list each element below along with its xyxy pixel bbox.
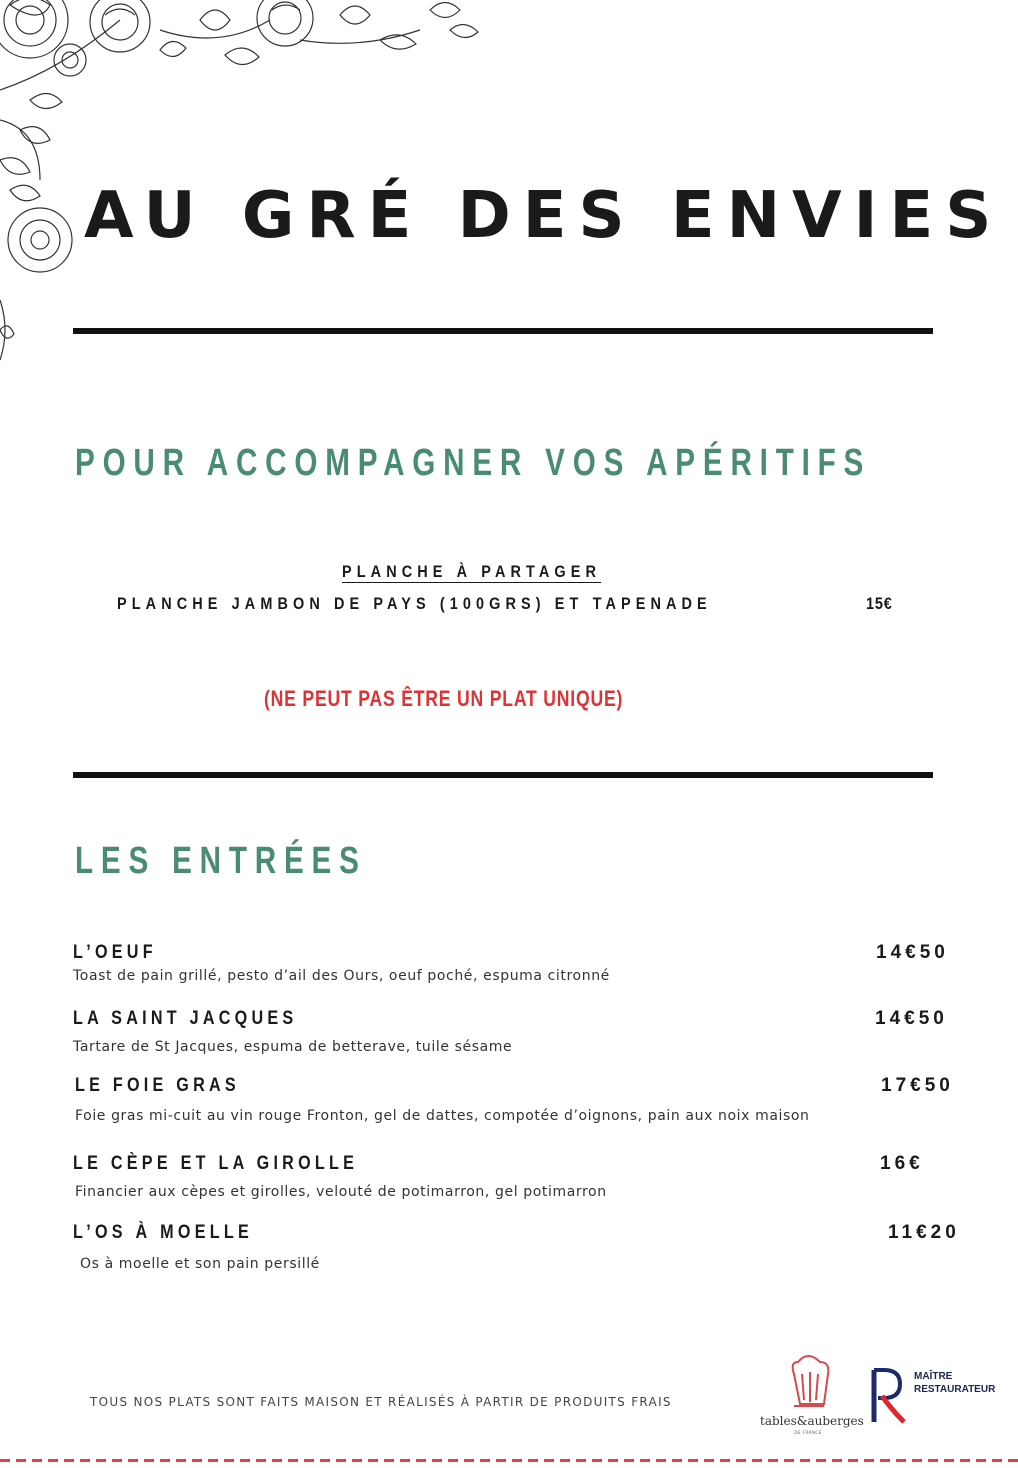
aperitifs-subheading: PLANCHE À PARTAGER	[342, 562, 602, 581]
section-heading-aperitifs: POUR ACCOMPAGNER VOS APÉRITIFS	[75, 442, 872, 484]
menu-item-name: LE CÈPE ET LA GIROLLE	[73, 1153, 359, 1174]
page-title: AU GRÉ DES ENVIES	[84, 179, 1004, 253]
maitre-restaurateur-line2: RESTAURATEUR	[914, 1384, 996, 1395]
menu-item-name: LE FOIE GRAS	[75, 1075, 240, 1096]
aperitifs-item-name: PLANCHE JAMBON DE PAYS (100GRS) ET TAPENADE	[117, 594, 712, 613]
tables-auberges-logo-text: tables&auberges	[760, 1414, 864, 1428]
menu-item-price: 16€	[880, 1153, 924, 1174]
footer-note: TOUS NOS PLATS SONT FAITS MAISON ET RÉALISÉS À PARTIR DE PRODUITS FRAIS	[90, 1395, 672, 1409]
menu-item-price: 14€50	[875, 1008, 948, 1029]
dashed-border	[0, 1459, 1018, 1462]
tables-auberges-logo	[760, 1352, 864, 1442]
chef-hat-icon	[760, 1352, 856, 1414]
menu-item-name: L’OS À MOELLE	[73, 1222, 253, 1243]
menu-item-name: L’OEUF	[73, 942, 157, 963]
menu-item-description: Foie gras mi-cuit au vin rouge Fronton, gel de dattes, compotée d’oignons, pain aux noix maison	[75, 1108, 810, 1124]
section-heading-entrees: LES ENTRÉES	[75, 840, 367, 882]
menu-item-description: Financier aux cèpes et girolles, velouté de potimarron, gel potimarron	[75, 1184, 607, 1200]
menu-item-price: 11€20	[888, 1222, 960, 1243]
maitre-restaurateur-line1: MAÎTRE	[914, 1371, 953, 1382]
menu-item-price: 17€50	[881, 1075, 954, 1096]
aperitifs-item-price: 15€	[866, 594, 893, 613]
tables-auberges-logo-subtext: DE FRANCE	[794, 1430, 822, 1435]
menu-item-description: Tartare de St Jacques, espuma de betterave, tuile sésame	[73, 1039, 513, 1055]
menu-item-price: 14€50	[876, 942, 949, 963]
divider	[73, 772, 933, 778]
menu-item-description: Os à moelle et son pain persillé	[80, 1256, 320, 1272]
maitre-restaurateur-logo	[866, 1366, 1006, 1428]
menu-item-name: LA SAINT JACQUES	[73, 1008, 298, 1029]
aperitifs-note: (NE PEUT PAS ÊTRE UN PLAT UNIQUE)	[264, 686, 624, 711]
maitre-restaurateur-r-icon	[866, 1366, 906, 1426]
menu-item-description: Toast de pain grillé, pesto d’ail des Ours, oeuf poché, espuma citronné	[73, 968, 610, 984]
divider	[73, 328, 933, 334]
